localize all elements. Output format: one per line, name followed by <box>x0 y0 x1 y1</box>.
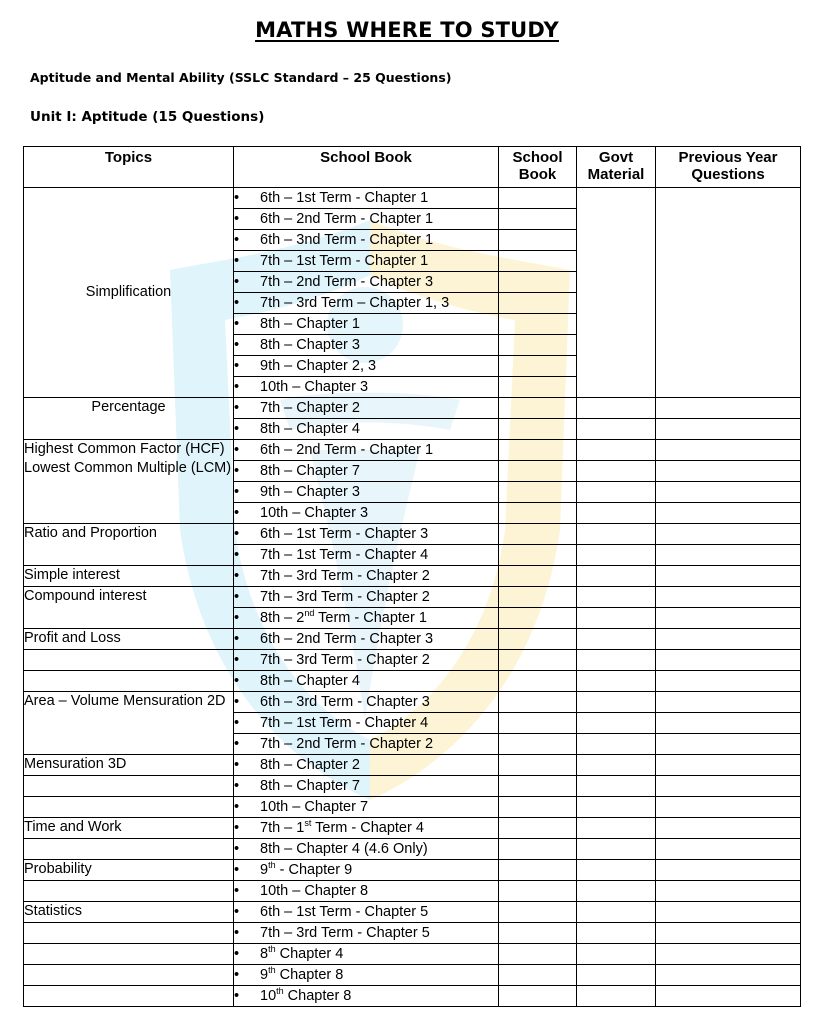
school-book-cell <box>499 650 577 671</box>
book-text: 8th – Chapter 4 (4.6 Only) <box>260 841 428 857</box>
table-row <box>24 923 801 944</box>
topic-empty <box>24 797 234 818</box>
govt-material-cell <box>577 650 656 671</box>
school-book-cell <box>499 503 577 524</box>
book-text: 10 <box>260 988 277 1004</box>
topic-empty <box>24 671 234 692</box>
unit-heading: Unit I: Aptitude (15 Questions) <box>30 109 265 125</box>
topic-empty <box>24 944 234 965</box>
table-row <box>24 944 801 965</box>
bullet: • <box>234 442 240 458</box>
school-book-cell <box>499 608 577 629</box>
govt-material-cell <box>577 587 656 608</box>
school-book-cell <box>499 293 577 314</box>
book-entry <box>234 440 499 461</box>
previous-year-cell <box>656 650 801 671</box>
previous-year-cell <box>656 503 801 524</box>
superscript: th <box>268 944 276 955</box>
table-row <box>24 902 801 923</box>
superscript: nd <box>304 608 315 619</box>
school-book-cell <box>499 797 577 818</box>
book-text: 10th – Chapter 8 <box>260 883 369 899</box>
bullet: • <box>234 505 240 521</box>
table-row <box>24 986 801 1007</box>
book-text: 6th – 1st Term - Chapter 1 <box>260 190 429 206</box>
previous-year-cell <box>656 545 801 566</box>
govt-material-cell <box>577 776 656 797</box>
previous-year-cell <box>656 419 801 440</box>
previous-year-cell <box>656 965 801 986</box>
school-book-cell <box>499 965 577 986</box>
table-row <box>24 755 801 776</box>
book-entry <box>234 251 499 272</box>
previous-year-cell <box>656 524 801 545</box>
bullet: • <box>234 232 240 248</box>
bullet: • <box>234 274 240 290</box>
bullet: • <box>234 883 240 899</box>
bullet: • <box>234 841 240 857</box>
school-book-cell <box>499 419 577 440</box>
book-text: 6th – 2nd Term - Chapter 1 <box>260 211 434 227</box>
bullet: • <box>234 211 240 227</box>
book-entry <box>234 398 499 419</box>
school-book-cell <box>499 377 577 398</box>
school-book-cell <box>499 839 577 860</box>
school-book-cell <box>499 860 577 881</box>
govt-material-cell <box>577 797 656 818</box>
bullet: • <box>234 904 240 920</box>
header-govt-material: Govt Material <box>577 147 656 188</box>
book-entry <box>234 986 499 1007</box>
school-book-cell <box>499 524 577 545</box>
bullet: • <box>234 484 240 500</box>
table-row <box>24 671 801 692</box>
previous-year-cell <box>656 188 801 398</box>
bullet: • <box>234 967 240 983</box>
bullet: • <box>234 379 240 395</box>
superscript: th <box>268 860 276 871</box>
superscript: st <box>304 818 312 829</box>
school-book-cell <box>499 713 577 734</box>
book-entry <box>234 335 499 356</box>
govt-material-cell <box>577 818 656 839</box>
previous-year-cell <box>656 818 801 839</box>
bullet: • <box>234 337 240 353</box>
previous-year-cell <box>656 734 801 755</box>
header-school-book: School Book <box>234 147 499 188</box>
book-entry <box>234 629 499 650</box>
table-row <box>24 524 801 545</box>
bullet: • <box>234 778 240 794</box>
school-book-cell <box>499 461 577 482</box>
book-text: 8th – Chapter 2 <box>260 757 360 773</box>
govt-material-cell <box>577 692 656 713</box>
book-text: 6th – 1st Term - Chapter 5 <box>260 904 429 920</box>
book-entry <box>234 356 499 377</box>
book-entry <box>234 188 499 209</box>
school-book-cell <box>499 818 577 839</box>
school-book-cell <box>499 230 577 251</box>
school-book-cell <box>499 629 577 650</box>
table-row <box>24 188 801 209</box>
table-row <box>24 860 801 881</box>
book-text: 10th – Chapter 3 <box>260 379 369 395</box>
book-entry <box>234 545 499 566</box>
study-table <box>23 146 801 1007</box>
previous-year-cell <box>656 923 801 944</box>
school-book-cell <box>499 314 577 335</box>
school-book-cell <box>499 482 577 503</box>
table-row <box>24 398 801 419</box>
govt-material-cell <box>577 524 656 545</box>
book-text: 7th – 1st Term - Chapter 4 <box>260 715 429 731</box>
bullet: • <box>234 253 240 269</box>
previous-year-cell <box>656 797 801 818</box>
header-topics: Topics <box>24 147 234 188</box>
school-book-cell <box>499 272 577 293</box>
govt-material-cell <box>577 755 656 776</box>
table-row <box>24 440 801 461</box>
previous-year-cell <box>656 440 801 461</box>
topic-statistics: Statistics <box>24 902 234 923</box>
topic-empty <box>24 923 234 944</box>
topic-empty <box>24 965 234 986</box>
header-school-book-check: School Book <box>499 147 577 188</box>
bullet: • <box>234 946 240 962</box>
book-entry <box>234 965 499 986</box>
table-row <box>24 965 801 986</box>
govt-material-cell <box>577 923 656 944</box>
bullet: • <box>234 652 240 668</box>
bullet: • <box>234 799 240 815</box>
book-text: 6th – 3rd Term - Chapter 3 <box>260 694 430 710</box>
school-book-cell <box>499 902 577 923</box>
book-text: 8th – Chapter 3 <box>260 337 360 353</box>
previous-year-cell <box>656 398 801 419</box>
topic-area-volume: Area – Volume Mensuration 2D <box>24 692 234 755</box>
bullet: • <box>234 631 240 647</box>
topic-empty <box>24 839 234 860</box>
book-entry <box>234 419 499 440</box>
govt-material-cell <box>577 860 656 881</box>
topic-compound-interest: Compound interest <box>24 587 234 629</box>
header-previous-year: Previous Year Questions <box>656 147 801 188</box>
book-text: 7th – 1st Term - Chapter 1 <box>260 253 429 269</box>
book-entry <box>234 797 499 818</box>
previous-year-cell <box>656 776 801 797</box>
book-text: 7th – 1 <box>260 820 305 836</box>
book-text: 10th – Chapter 3 <box>260 505 369 521</box>
topic-hcf-lcm: Highest Common Factor (HCF) Lowest Common Multiple (LCM) <box>24 440 234 524</box>
table-row <box>24 839 801 860</box>
topic-empty <box>24 650 234 671</box>
book-text: 8th – Chapter 7 <box>260 463 360 479</box>
book-entry <box>234 461 499 482</box>
bullet: • <box>234 715 240 731</box>
book-text-tail: Term - Chapter 1 <box>314 610 427 626</box>
school-book-cell <box>499 545 577 566</box>
school-book-cell <box>499 335 577 356</box>
school-book-cell <box>499 209 577 230</box>
book-text: 6th – 2nd Term - Chapter 3 <box>260 631 434 647</box>
previous-year-cell <box>656 881 801 902</box>
bullet: • <box>234 568 240 584</box>
school-book-cell <box>499 881 577 902</box>
govt-material-cell <box>577 734 656 755</box>
book-entry <box>234 902 499 923</box>
bullet: • <box>234 295 240 311</box>
book-entry <box>234 377 499 398</box>
book-text: 8th – 2 <box>260 610 305 626</box>
topic-simplification: Simplification <box>24 188 234 398</box>
book-entry <box>234 923 499 944</box>
book-entry <box>234 818 499 839</box>
book-text: 8th – Chapter 4 <box>260 673 360 689</box>
govt-material-cell <box>577 902 656 923</box>
table-row <box>24 629 801 650</box>
book-text: 8 <box>260 946 269 962</box>
book-text-tail: Term - Chapter 4 <box>311 820 424 836</box>
table-row <box>24 692 801 713</box>
govt-material-cell <box>577 545 656 566</box>
previous-year-cell <box>656 755 801 776</box>
bullet: • <box>234 610 240 626</box>
topic-profit-loss: Profit and Loss <box>24 629 234 650</box>
book-entry <box>234 839 499 860</box>
bullet: • <box>234 820 240 836</box>
book-entry <box>234 755 499 776</box>
bullet: • <box>234 757 240 773</box>
previous-year-cell <box>656 860 801 881</box>
previous-year-cell <box>656 713 801 734</box>
previous-year-cell <box>656 461 801 482</box>
topic-simple-interest: Simple interest <box>24 566 234 587</box>
table-row <box>24 566 801 587</box>
govt-material-cell <box>577 482 656 503</box>
book-text: 8th – Chapter 4 <box>260 421 360 437</box>
govt-material-cell <box>577 461 656 482</box>
topic-empty <box>24 881 234 902</box>
govt-material-cell <box>577 566 656 587</box>
bullet: • <box>234 736 240 752</box>
topic-empty <box>24 776 234 797</box>
bullet: • <box>234 547 240 563</box>
topic-mensuration-3d: Mensuration 3D <box>24 755 234 776</box>
book-text-tail: - Chapter 9 <box>275 862 353 878</box>
topic-ratio-proportion: Ratio and Proportion <box>24 524 234 566</box>
book-entry <box>234 482 499 503</box>
previous-year-cell <box>656 839 801 860</box>
previous-year-cell <box>656 629 801 650</box>
table-row <box>24 797 801 818</box>
school-book-cell <box>499 923 577 944</box>
book-text: 8th – Chapter 7 <box>260 778 360 794</box>
govt-material-cell <box>577 944 656 965</box>
govt-material-cell <box>577 188 656 398</box>
table-row <box>24 881 801 902</box>
previous-year-cell <box>656 482 801 503</box>
book-entry <box>234 566 499 587</box>
book-text: 10th – Chapter 7 <box>260 799 369 815</box>
book-entry <box>234 692 499 713</box>
school-book-cell <box>499 188 577 209</box>
previous-year-cell <box>656 986 801 1007</box>
book-text: 7th – 3rd Term - Chapter 2 <box>260 568 430 584</box>
bullet: • <box>234 463 240 479</box>
book-text: 9th – Chapter 3 <box>260 484 360 500</box>
bullet: • <box>234 358 240 374</box>
book-text: 6th – 1st Term - Chapter 3 <box>260 526 429 542</box>
book-text-tail: Chapter 8 <box>275 967 344 983</box>
bullet: • <box>234 400 240 416</box>
school-book-cell <box>499 566 577 587</box>
topic-probability: Probability <box>24 860 234 881</box>
book-entry <box>234 524 499 545</box>
school-book-cell <box>499 776 577 797</box>
bullet: • <box>234 526 240 542</box>
section-subtitle: Aptitude and Mental Ability (SSLC Standard – 25 Questions) <box>30 70 452 85</box>
book-entry <box>234 776 499 797</box>
superscript: th <box>268 965 276 976</box>
previous-year-cell <box>656 671 801 692</box>
book-entry <box>234 209 499 230</box>
school-book-cell <box>499 251 577 272</box>
book-text: 7th – 3rd Term - Chapter 5 <box>260 925 430 941</box>
bullet: • <box>234 589 240 605</box>
book-entry <box>234 944 499 965</box>
page-title: MATHS WHERE TO STUDY <box>255 18 559 42</box>
book-text: 9 <box>260 967 269 983</box>
book-text: 6th – 3nd Term - Chapter 1 <box>260 232 434 248</box>
book-text: 7th – 2nd Term - Chapter 3 <box>260 274 434 290</box>
school-book-cell <box>499 356 577 377</box>
govt-material-cell <box>577 608 656 629</box>
govt-material-cell <box>577 713 656 734</box>
table-header-row <box>24 147 801 188</box>
govt-material-cell <box>577 440 656 461</box>
bullet: • <box>234 694 240 710</box>
topic-empty <box>24 986 234 1007</box>
govt-material-cell <box>577 965 656 986</box>
book-entry <box>234 230 499 251</box>
book-text-tail: Chapter 8 <box>283 988 352 1004</box>
bullet: • <box>234 862 240 878</box>
govt-material-cell <box>577 398 656 419</box>
topic-percentage: Percentage <box>24 398 234 440</box>
book-text: 7th – 2nd Term - Chapter 2 <box>260 736 434 752</box>
bullet: • <box>234 421 240 437</box>
previous-year-cell <box>656 692 801 713</box>
book-text: 8th – Chapter 1 <box>260 316 360 332</box>
bullet: • <box>234 316 240 332</box>
previous-year-cell <box>656 944 801 965</box>
previous-year-cell <box>656 587 801 608</box>
bullet: • <box>234 673 240 689</box>
book-entry <box>234 713 499 734</box>
govt-material-cell <box>577 881 656 902</box>
book-text-tail: Chapter 4 <box>275 946 344 962</box>
book-entry <box>234 314 499 335</box>
book-entry <box>234 650 499 671</box>
book-text: 7th – Chapter 2 <box>260 400 360 416</box>
book-entry <box>234 608 499 629</box>
school-book-cell <box>499 587 577 608</box>
govt-material-cell <box>577 419 656 440</box>
previous-year-cell <box>656 566 801 587</box>
book-text: 7th – 3rd Term - Chapter 2 <box>260 589 430 605</box>
topic-time-work: Time and Work <box>24 818 234 839</box>
book-text: 7th – 1st Term - Chapter 4 <box>260 547 429 563</box>
school-book-cell <box>499 398 577 419</box>
book-entry <box>234 293 499 314</box>
book-entry <box>234 881 499 902</box>
previous-year-cell <box>656 608 801 629</box>
table-row <box>24 818 801 839</box>
book-text: 9th – Chapter 2, 3 <box>260 358 377 374</box>
school-book-cell <box>499 734 577 755</box>
book-text: 7th – 3rd Term - Chapter 2 <box>260 652 430 668</box>
school-book-cell <box>499 986 577 1007</box>
bullet: • <box>234 925 240 941</box>
book-entry <box>234 587 499 608</box>
bullet: • <box>234 190 240 206</box>
bullet: • <box>234 988 240 1004</box>
school-book-cell <box>499 671 577 692</box>
book-text: 9 <box>260 862 269 878</box>
school-book-cell <box>499 440 577 461</box>
book-entry <box>234 734 499 755</box>
govt-material-cell <box>577 839 656 860</box>
book-entry <box>234 272 499 293</box>
book-entry <box>234 860 499 881</box>
table-row <box>24 776 801 797</box>
book-entry <box>234 671 499 692</box>
previous-year-cell <box>656 902 801 923</box>
table-row <box>24 587 801 608</box>
book-entry <box>234 503 499 524</box>
book-text: 6th – 2nd Term - Chapter 1 <box>260 442 434 458</box>
govt-material-cell <box>577 503 656 524</box>
govt-material-cell <box>577 629 656 650</box>
book-text: 7th – 3rd Term – Chapter 1, 3 <box>260 295 450 311</box>
table-row <box>24 650 801 671</box>
superscript: th <box>276 986 284 997</box>
school-book-cell <box>499 755 577 776</box>
school-book-cell <box>499 944 577 965</box>
govt-material-cell <box>577 986 656 1007</box>
school-book-cell <box>499 692 577 713</box>
govt-material-cell <box>577 671 656 692</box>
